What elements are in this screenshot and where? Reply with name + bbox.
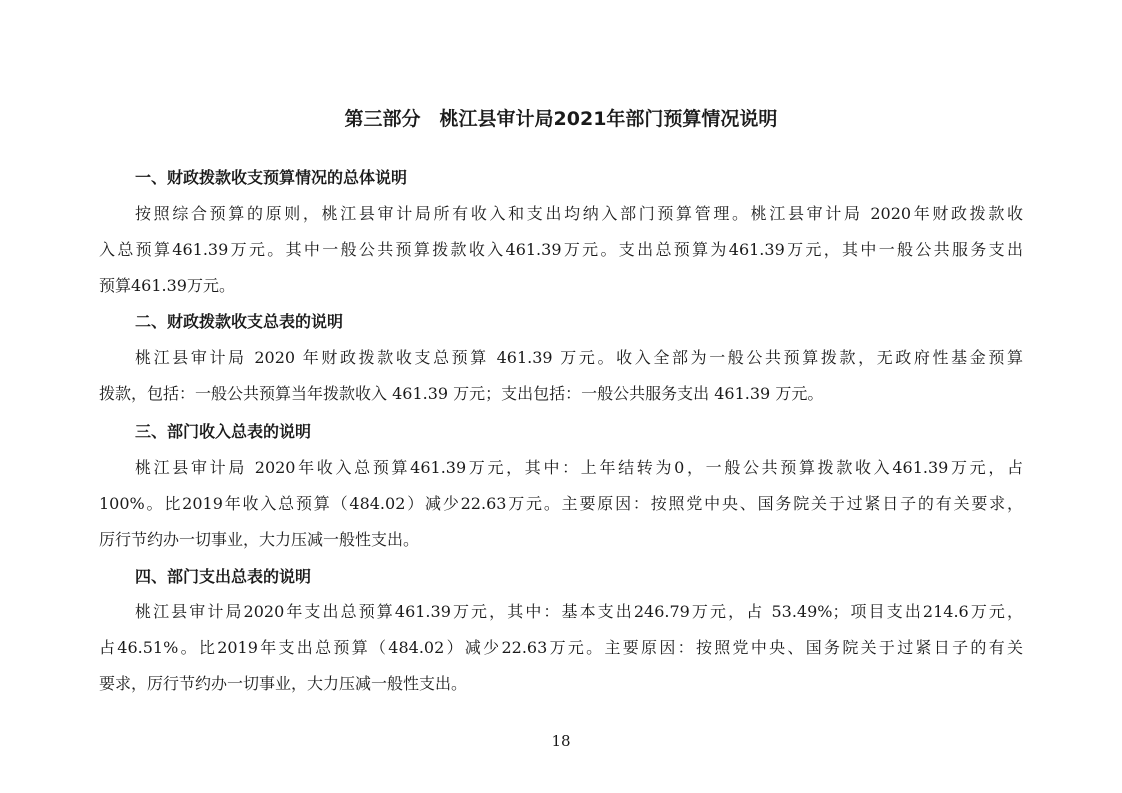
paragraph-line: 桃江县审计局2020年支出总预算461.39万元，其中：基本支出246.79万元，占 53.49%；项目支出214.6万元，: [135, 602, 1023, 621]
section-heading-2: 二、财政拨款收支总表的说明: [135, 312, 344, 331]
paragraph-line: 拨款，包括：一般公共预算当年拨款收入 461.39 万元；支出包括：一般公共服务支出 461.39 万元。: [99, 384, 824, 403]
page-title: 第三部分 桃江县审计局2021年部门预算情况说明: [344, 108, 778, 130]
section-heading-4: 四、部门支出总表的说明: [135, 567, 312, 586]
paragraph-line: 厉行节约办一切事业，大力压减一般性支出。: [99, 530, 420, 549]
paragraph-line: 按照综合预算的原则，桃江县审计局所有收入和支出均纳入部门预算管理。桃江县审计局 2020年财政拨款收: [135, 204, 1023, 223]
paragraph-line: 占46.51%。比2019年支出总预算（484.02）减少22.63万元。主要原因：按照党中央、国务院关于过紧日子的有关: [99, 638, 1023, 657]
paragraph-line: 入总预算461.39万元。其中一般公共预算拨款收入461.39万元。支出总预算为461.39万元，其中一般公共服务支出: [99, 240, 1023, 259]
page-number: 18: [551, 732, 571, 750]
paragraph-line: 桃江县审计局 2020 年财政拨款收支总预算 461.39 万元。收入全部为一般公共预算拨款，无政府性基金预算: [135, 348, 1023, 367]
section-heading-1: 一、财政拨款收支预算情况的总体说明: [135, 168, 408, 187]
section-heading-3: 三、部门收入总表的说明: [135, 422, 312, 441]
paragraph-line: 预算461.39万元。: [99, 276, 235, 295]
paragraph-line: 100%。比2019年收入总预算（484.02）减少22.63万元。主要原因：按照党中央、国务院关于过紧日子的有关要求，: [99, 494, 1023, 513]
paragraph-line: 要求，厉行节约办一切事业，大力压减一般性支出。: [99, 674, 468, 693]
paragraph-line: 桃江县审计局 2020年收入总预算461.39万元，其中：上年结转为0，一般公共预算拨款收入461.39万元，占: [135, 458, 1023, 477]
